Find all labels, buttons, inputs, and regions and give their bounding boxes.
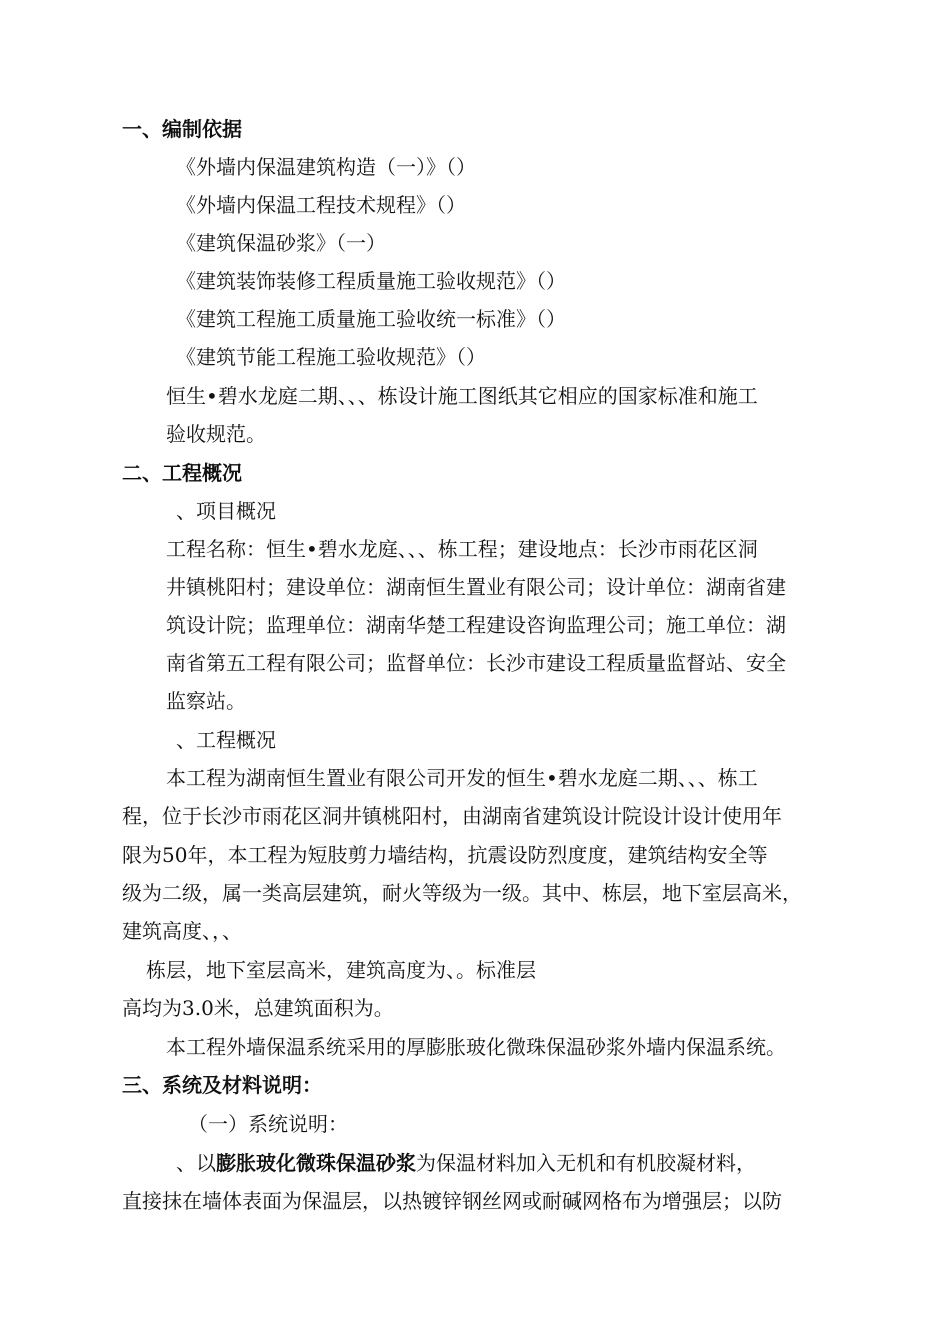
project-info-line: 南省第五工程有限公司；监督单位：长沙市建设工程质量监督站、安全 — [166, 651, 786, 675]
project-info-line: 筑设计院；监理单位：湖南华楚工程建设咨询监理公司；施工单位：湖 — [166, 613, 786, 637]
reference-item: 《外墙内保温工程技术规程》（） — [176, 193, 466, 217]
basis-note-line: 验收规范。 — [166, 422, 266, 446]
basis-note-line: 恒生•碧水龙庭二期、、、栋设计施工图纸其它相应的国家标准和施工 — [166, 384, 758, 408]
project-info-line: 井镇桃阳村；建设单位：湖南恒生置业有限公司；设计单位：湖南省建 — [166, 575, 786, 599]
reference-item: 《建筑装饰装修工程质量施工验收规范》（） — [176, 269, 566, 293]
subheading-project-overview: 、项目概况 — [176, 499, 276, 523]
section-heading-basis: 一、编制依据 — [122, 117, 242, 141]
reference-item: 《建筑工程施工质量施工验收统一标准》（） — [176, 307, 566, 331]
overview-line: 本工程外墙保温系统采用的厚膨胀玻化微珠保温砂浆外墙内保温系统。 — [166, 1035, 786, 1059]
system-description-line: 直接抹在墙体表面为保温层，以热镀锌钢丝网或耐碱网格布为增强层；以防 — [122, 1189, 782, 1213]
reference-item: 《建筑节能工程施工验收规范》（） — [176, 345, 486, 369]
section-heading-overview: 二、工程概况 — [122, 461, 242, 485]
overview-line: 本工程为湖南恒生置业有限公司开发的恒生•碧水龙庭二期、、、栋工 — [166, 766, 758, 790]
system-description-line — [176, 1151, 756, 1175]
project-info-line: 工程名称：恒生•碧水龙庭、、、栋工程；建设地点：长沙市雨花区洞 — [166, 537, 758, 561]
overview-line: 限为50年，本工程为短肢剪力墙结构，抗震设防烈度度，建筑结构安全等 — [122, 843, 768, 867]
overview-line: 高均为3.0米，总建筑面积为。 — [122, 996, 394, 1020]
section-heading-system-materials: 三、系统及材料说明： — [122, 1073, 322, 1097]
reference-item: 《外墙内保温建筑构造（一）》（） — [176, 155, 476, 179]
project-info-line: 监察站。 — [166, 689, 246, 713]
line-suffix: 为保温材料加入无机和有机胶凝材料， — [416, 1151, 756, 1175]
overview-line: 程，位于长沙市雨花区洞井镇桃阳村，由湖南省建筑设计院设计设计使用年 — [122, 804, 782, 828]
reference-item: 《建筑保温砂浆》（一） — [176, 231, 386, 255]
subheading-engineering-overview: 、工程概况 — [176, 728, 276, 752]
overview-line: 建筑高度、，、 — [122, 919, 242, 943]
material-name-emphasis: 膨胀玻化微珠保温砂浆 — [216, 1151, 416, 1175]
subheading-system-description: （一）系统说明： — [188, 1112, 348, 1136]
line-prefix: 、以 — [176, 1151, 216, 1175]
overview-line: 级为二级，属一类高层建筑，耐火等级为一级。其中、栋层，地下室层高米， — [122, 881, 802, 905]
overview-line: 栋层，地下室层高米，建筑高度为、。标准层 — [146, 958, 536, 982]
